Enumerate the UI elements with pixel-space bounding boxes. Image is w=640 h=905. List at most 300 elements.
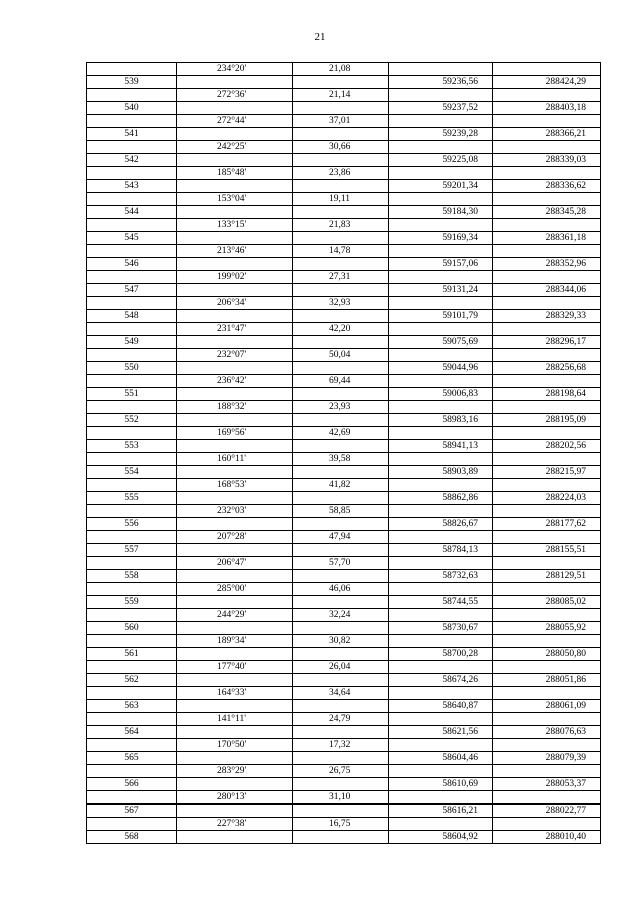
y-coordinate-cell: 288339,03 — [493, 154, 601, 167]
segment-row — [87, 791, 601, 805]
point-row — [87, 102, 601, 115]
empty-cell — [493, 349, 601, 362]
empty-cell — [389, 505, 493, 518]
segment-row — [87, 401, 601, 414]
distance-cell: 34,64 — [293, 687, 389, 700]
distance-cell: 30,66 — [293, 141, 389, 154]
x-coordinate-cell: 58941,13 — [389, 440, 493, 453]
empty-cell — [177, 648, 293, 661]
segment-row — [87, 531, 601, 544]
empty-cell — [177, 180, 293, 193]
angle-cell: 234°20' — [177, 63, 293, 76]
segment-row — [87, 141, 601, 154]
angle-cell: 189°34' — [177, 635, 293, 648]
distance-cell: 21,08 — [293, 63, 389, 76]
empty-cell — [87, 635, 177, 648]
x-coordinate-cell: 58616,21 — [389, 804, 493, 818]
point-row — [87, 778, 601, 791]
empty-cell — [493, 635, 601, 648]
point-id-cell: 565 — [87, 752, 177, 765]
angle-cell: 177°40' — [177, 661, 293, 674]
x-coordinate-cell: 58604,92 — [389, 831, 493, 844]
x-coordinate-cell: 59157,06 — [389, 258, 493, 271]
empty-cell — [293, 336, 389, 349]
empty-cell — [389, 661, 493, 674]
empty-cell — [493, 791, 601, 805]
empty-cell — [293, 362, 389, 375]
empty-cell — [389, 297, 493, 310]
angle-cell: 168°53' — [177, 479, 293, 492]
empty-cell — [87, 583, 177, 596]
y-coordinate-cell: 288061,09 — [493, 700, 601, 713]
empty-cell — [493, 245, 601, 258]
point-row — [87, 518, 601, 531]
point-row — [87, 284, 601, 297]
empty-cell — [87, 479, 177, 492]
empty-cell — [493, 765, 601, 778]
x-coordinate-cell: 58700,28 — [389, 648, 493, 661]
y-coordinate-cell: 288296,17 — [493, 336, 601, 349]
y-coordinate-cell: 288053,37 — [493, 778, 601, 791]
angle-cell: 272°44' — [177, 115, 293, 128]
x-coordinate-cell: 59075,69 — [389, 336, 493, 349]
distance-cell: 69,44 — [293, 375, 389, 388]
x-coordinate-cell: 59237,52 — [389, 102, 493, 115]
segment-row — [87, 661, 601, 674]
empty-cell — [389, 713, 493, 726]
x-coordinate-cell: 59131,24 — [389, 284, 493, 297]
point-id-cell: 551 — [87, 388, 177, 401]
distance-cell: 23,93 — [293, 401, 389, 414]
segment-row — [87, 765, 601, 778]
empty-cell — [87, 739, 177, 752]
empty-cell — [177, 700, 293, 713]
segment-row — [87, 89, 601, 102]
empty-cell — [389, 583, 493, 596]
empty-cell — [87, 661, 177, 674]
empty-cell — [293, 440, 389, 453]
angle-cell: 133°15' — [177, 219, 293, 232]
point-row — [87, 310, 601, 323]
distance-cell: 58,85 — [293, 505, 389, 518]
empty-cell — [389, 323, 493, 336]
empty-cell — [293, 180, 389, 193]
empty-cell — [87, 219, 177, 232]
angle-cell: 199°02' — [177, 271, 293, 284]
y-coordinate-cell: 288202,56 — [493, 440, 601, 453]
empty-cell — [493, 271, 601, 284]
x-coordinate-cell: 59169,34 — [389, 232, 493, 245]
point-id-cell: 552 — [87, 414, 177, 427]
empty-cell — [293, 570, 389, 583]
empty-cell — [293, 622, 389, 635]
y-coordinate-cell: 288022,77 — [493, 804, 601, 818]
empty-cell — [493, 167, 601, 180]
empty-cell — [389, 193, 493, 206]
coordinate-table-body — [87, 63, 601, 844]
point-id-cell: 564 — [87, 726, 177, 739]
empty-cell — [293, 310, 389, 323]
empty-cell — [493, 818, 601, 831]
distance-cell: 37,01 — [293, 115, 389, 128]
angle-cell: 213°46' — [177, 245, 293, 258]
point-id-cell: 558 — [87, 570, 177, 583]
empty-cell — [87, 193, 177, 206]
segment-row — [87, 427, 601, 440]
distance-cell: 41,82 — [293, 479, 389, 492]
segment-row — [87, 245, 601, 258]
point-id-cell: 562 — [87, 674, 177, 687]
empty-cell — [177, 544, 293, 557]
distance-cell: 47,94 — [293, 531, 389, 544]
y-coordinate-cell: 288344,06 — [493, 284, 601, 297]
empty-cell — [389, 479, 493, 492]
x-coordinate-cell: 58640,87 — [389, 700, 493, 713]
distance-cell: 16,75 — [293, 818, 389, 831]
empty-cell — [177, 778, 293, 791]
segment-row — [87, 193, 601, 206]
point-id-cell: 547 — [87, 284, 177, 297]
point-row — [87, 232, 601, 245]
empty-cell — [87, 245, 177, 258]
segment-row — [87, 557, 601, 570]
segment-row — [87, 167, 601, 180]
y-coordinate-cell: 288366,21 — [493, 128, 601, 141]
point-id-cell: 560 — [87, 622, 177, 635]
empty-cell — [87, 115, 177, 128]
empty-cell — [177, 128, 293, 141]
angle-cell: 188°32' — [177, 401, 293, 414]
point-id-cell: 543 — [87, 180, 177, 193]
point-id-cell: 541 — [87, 128, 177, 141]
empty-cell — [389, 141, 493, 154]
angle-cell: 206°47' — [177, 557, 293, 570]
empty-cell — [389, 818, 493, 831]
x-coordinate-cell: 58610,69 — [389, 778, 493, 791]
point-row — [87, 831, 601, 844]
empty-cell — [87, 349, 177, 362]
point-id-cell: 544 — [87, 206, 177, 219]
y-coordinate-cell: 288079,39 — [493, 752, 601, 765]
empty-cell — [493, 115, 601, 128]
distance-cell: 26,75 — [293, 765, 389, 778]
empty-cell — [293, 492, 389, 505]
x-coordinate-cell: 59225,08 — [389, 154, 493, 167]
y-coordinate-cell: 288050,80 — [493, 648, 601, 661]
point-row — [87, 466, 601, 479]
empty-cell — [493, 141, 601, 154]
point-id-cell: 559 — [87, 596, 177, 609]
segment-row — [87, 323, 601, 336]
angle-cell: 231°47' — [177, 323, 293, 336]
segment-row — [87, 271, 601, 284]
y-coordinate-cell: 288361,18 — [493, 232, 601, 245]
x-coordinate-cell: 59006,83 — [389, 388, 493, 401]
angle-cell: 285°00' — [177, 583, 293, 596]
empty-cell — [493, 401, 601, 414]
point-row — [87, 804, 601, 818]
point-row — [87, 596, 601, 609]
point-row — [87, 128, 601, 141]
distance-cell: 31,10 — [293, 791, 389, 805]
empty-cell — [293, 518, 389, 531]
distance-cell: 57,70 — [293, 557, 389, 570]
empty-cell — [177, 232, 293, 245]
point-id-cell: 553 — [87, 440, 177, 453]
empty-cell — [493, 609, 601, 622]
segment-row — [87, 297, 601, 310]
point-row — [87, 648, 601, 661]
angle-cell: 227°38' — [177, 818, 293, 831]
segment-row — [87, 635, 601, 648]
point-id-cell: 556 — [87, 518, 177, 531]
empty-cell — [177, 596, 293, 609]
segment-row — [87, 687, 601, 700]
empty-cell — [493, 63, 601, 76]
empty-cell — [293, 700, 389, 713]
empty-cell — [177, 831, 293, 844]
page-number: 21 — [314, 31, 326, 43]
empty-cell — [87, 167, 177, 180]
segment-row — [87, 609, 601, 622]
empty-cell — [177, 206, 293, 219]
y-coordinate-cell: 288424,29 — [493, 76, 601, 89]
point-row — [87, 570, 601, 583]
y-coordinate-cell: 288336,62 — [493, 180, 601, 193]
point-id-cell: 561 — [87, 648, 177, 661]
angle-cell: 236°42' — [177, 375, 293, 388]
segment-row — [87, 479, 601, 492]
empty-cell — [87, 818, 177, 831]
empty-cell — [389, 245, 493, 258]
empty-cell — [293, 778, 389, 791]
segment-row — [87, 115, 601, 128]
empty-cell — [389, 453, 493, 466]
empty-cell — [177, 752, 293, 765]
empty-cell — [389, 531, 493, 544]
empty-cell — [493, 713, 601, 726]
point-row — [87, 752, 601, 765]
empty-cell — [177, 362, 293, 375]
y-coordinate-cell: 288155,51 — [493, 544, 601, 557]
empty-cell — [493, 661, 601, 674]
empty-cell — [177, 76, 293, 89]
point-row — [87, 674, 601, 687]
empty-cell — [177, 674, 293, 687]
empty-cell — [293, 544, 389, 557]
x-coordinate-cell: 59044,96 — [389, 362, 493, 375]
distance-cell: 27,31 — [293, 271, 389, 284]
y-coordinate-cell: 288403,18 — [493, 102, 601, 115]
x-coordinate-cell: 58862,86 — [389, 492, 493, 505]
x-coordinate-cell: 58744,55 — [389, 596, 493, 609]
empty-cell — [293, 206, 389, 219]
empty-cell — [389, 427, 493, 440]
x-coordinate-cell: 59239,28 — [389, 128, 493, 141]
empty-cell — [87, 89, 177, 102]
empty-cell — [389, 739, 493, 752]
angle-cell: 206°34' — [177, 297, 293, 310]
point-id-cell: 555 — [87, 492, 177, 505]
point-id-cell: 540 — [87, 102, 177, 115]
angle-cell: 164°33' — [177, 687, 293, 700]
y-coordinate-cell: 288224,03 — [493, 492, 601, 505]
empty-cell — [493, 323, 601, 336]
point-row — [87, 700, 601, 713]
empty-cell — [389, 349, 493, 362]
empty-cell — [389, 219, 493, 232]
angle-cell: 169°56' — [177, 427, 293, 440]
y-coordinate-cell: 288051,86 — [493, 674, 601, 687]
coordinate-table — [86, 62, 601, 844]
point-id-cell: 568 — [87, 831, 177, 844]
empty-cell — [293, 154, 389, 167]
x-coordinate-cell: 58983,16 — [389, 414, 493, 427]
empty-cell — [87, 531, 177, 544]
point-row — [87, 336, 601, 349]
y-coordinate-cell: 288352,96 — [493, 258, 601, 271]
point-row — [87, 388, 601, 401]
empty-cell — [293, 414, 389, 427]
segment-row — [87, 349, 601, 362]
x-coordinate-cell: 58903,89 — [389, 466, 493, 479]
empty-cell — [177, 492, 293, 505]
point-row — [87, 154, 601, 167]
y-coordinate-cell: 288076,63 — [493, 726, 601, 739]
x-coordinate-cell: 58674,26 — [389, 674, 493, 687]
empty-cell — [389, 271, 493, 284]
empty-cell — [389, 557, 493, 570]
empty-cell — [293, 232, 389, 245]
empty-cell — [87, 63, 177, 76]
distance-cell: 14,78 — [293, 245, 389, 258]
y-coordinate-cell: 288329,33 — [493, 310, 601, 323]
point-id-cell: 546 — [87, 258, 177, 271]
segment-row — [87, 505, 601, 518]
angle-cell: 185°48' — [177, 167, 293, 180]
empty-cell — [87, 505, 177, 518]
distance-cell: 19,11 — [293, 193, 389, 206]
point-row — [87, 544, 601, 557]
x-coordinate-cell: 58621,56 — [389, 726, 493, 739]
empty-cell — [493, 89, 601, 102]
segment-row — [87, 583, 601, 596]
x-coordinate-cell: 58604,46 — [389, 752, 493, 765]
x-coordinate-cell: 58784,13 — [389, 544, 493, 557]
empty-cell — [87, 609, 177, 622]
empty-cell — [87, 427, 177, 440]
empty-cell — [293, 258, 389, 271]
empty-cell — [87, 687, 177, 700]
empty-cell — [177, 440, 293, 453]
empty-cell — [177, 388, 293, 401]
point-row — [87, 492, 601, 505]
empty-cell — [177, 284, 293, 297]
distance-cell: 21,83 — [293, 219, 389, 232]
y-coordinate-cell: 288256,68 — [493, 362, 601, 375]
empty-cell — [389, 115, 493, 128]
point-row — [87, 414, 601, 427]
x-coordinate-cell: 58732,63 — [389, 570, 493, 583]
y-coordinate-cell: 288055,92 — [493, 622, 601, 635]
point-id-cell: 554 — [87, 466, 177, 479]
empty-cell — [293, 388, 389, 401]
point-row — [87, 726, 601, 739]
distance-cell: 50,04 — [293, 349, 389, 362]
empty-cell — [293, 674, 389, 687]
y-coordinate-cell: 288198,64 — [493, 388, 601, 401]
empty-cell — [177, 310, 293, 323]
x-coordinate-cell: 59201,34 — [389, 180, 493, 193]
angle-cell: 232°07' — [177, 349, 293, 362]
empty-cell — [177, 570, 293, 583]
segment-row — [87, 63, 601, 76]
empty-cell — [293, 726, 389, 739]
empty-cell — [493, 193, 601, 206]
empty-cell — [87, 453, 177, 466]
distance-cell: 32,93 — [293, 297, 389, 310]
empty-cell — [177, 414, 293, 427]
empty-cell — [177, 804, 293, 818]
point-id-cell: 548 — [87, 310, 177, 323]
empty-cell — [389, 635, 493, 648]
distance-cell: 42,69 — [293, 427, 389, 440]
empty-cell — [389, 609, 493, 622]
angle-cell: 244°29' — [177, 609, 293, 622]
angle-cell: 283°29' — [177, 765, 293, 778]
distance-cell: 30,82 — [293, 635, 389, 648]
empty-cell — [493, 479, 601, 492]
empty-cell — [87, 375, 177, 388]
point-row — [87, 206, 601, 219]
point-id-cell: 566 — [87, 778, 177, 791]
segment-row — [87, 219, 601, 232]
empty-cell — [493, 505, 601, 518]
angle-cell: 153°04' — [177, 193, 293, 206]
empty-cell — [389, 63, 493, 76]
point-id-cell: 549 — [87, 336, 177, 349]
empty-cell — [493, 219, 601, 232]
empty-cell — [293, 76, 389, 89]
y-coordinate-cell: 288177,62 — [493, 518, 601, 531]
empty-cell — [493, 427, 601, 440]
empty-cell — [87, 401, 177, 414]
segment-row — [87, 713, 601, 726]
empty-cell — [293, 804, 389, 818]
angle-cell: 160°11' — [177, 453, 293, 466]
empty-cell — [493, 297, 601, 310]
empty-cell — [493, 687, 601, 700]
empty-cell — [493, 453, 601, 466]
empty-cell — [87, 791, 177, 805]
y-coordinate-cell: 288085,02 — [493, 596, 601, 609]
empty-cell — [87, 713, 177, 726]
segment-row — [87, 739, 601, 752]
empty-cell — [493, 739, 601, 752]
distance-cell: 42,20 — [293, 323, 389, 336]
y-coordinate-cell: 288345,28 — [493, 206, 601, 219]
y-coordinate-cell: 288215,97 — [493, 466, 601, 479]
empty-cell — [87, 271, 177, 284]
point-id-cell: 567 — [87, 804, 177, 818]
angle-cell: 141°11' — [177, 713, 293, 726]
point-id-cell: 542 — [87, 154, 177, 167]
point-row — [87, 362, 601, 375]
segment-row — [87, 818, 601, 831]
segment-row — [87, 375, 601, 388]
empty-cell — [389, 791, 493, 805]
empty-cell — [177, 726, 293, 739]
